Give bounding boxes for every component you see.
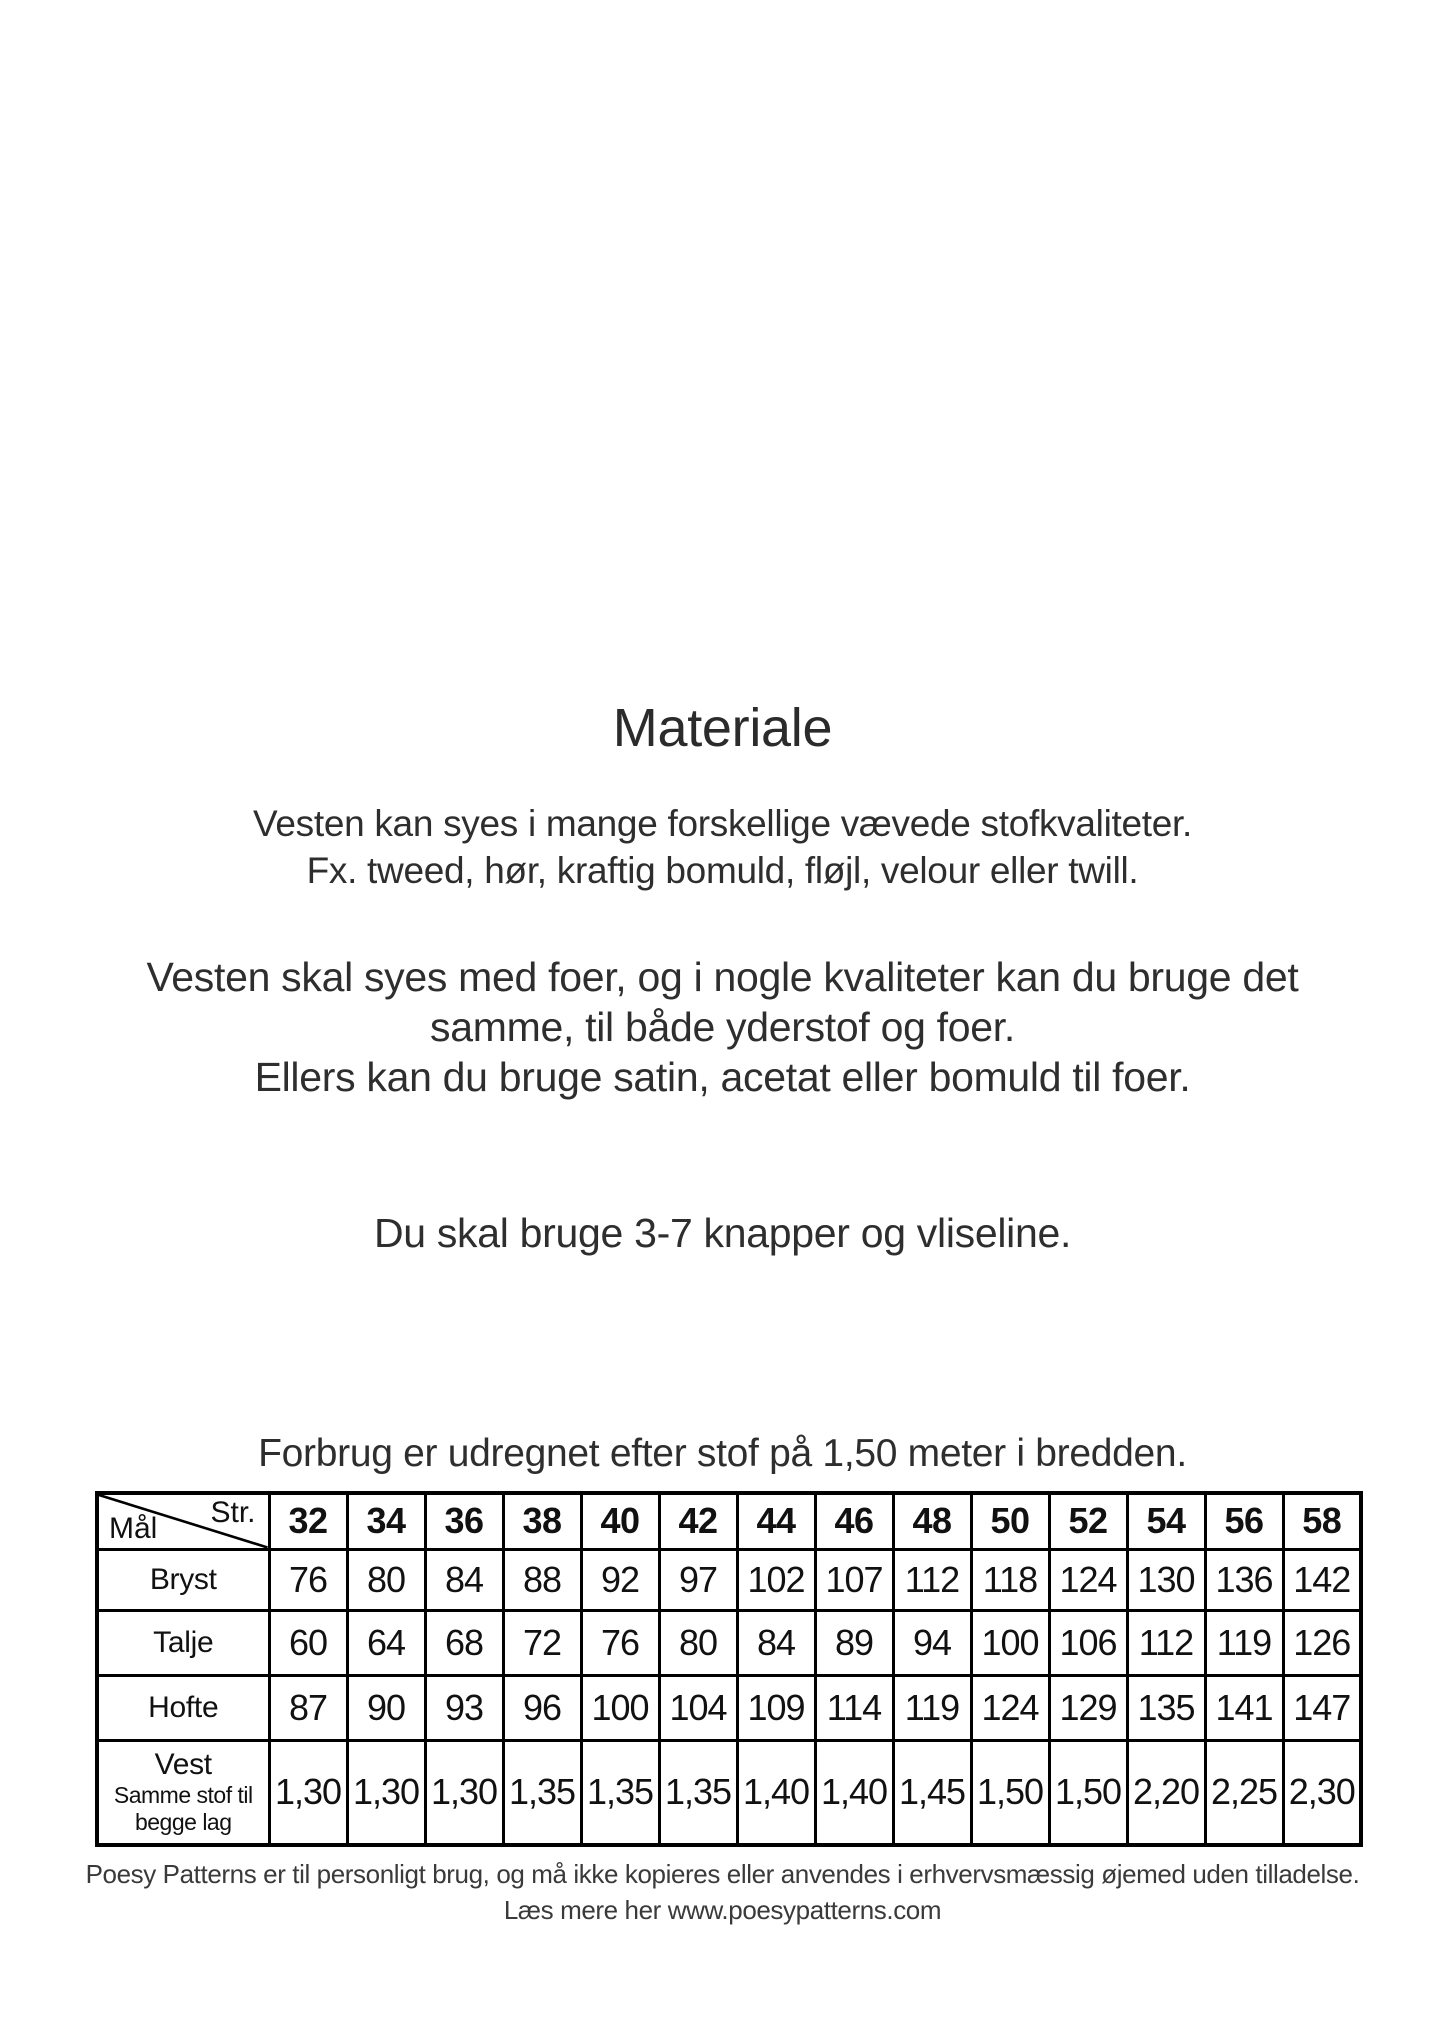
row-label	[97, 1549, 269, 1610]
size-header-cell: 58	[1283, 1493, 1361, 1549]
row-label-sub: begge lag	[134, 1809, 232, 1836]
size-table	[95, 1491, 1363, 1847]
row-label-main: Talje	[153, 1625, 214, 1659]
measurement-row	[97, 1549, 1361, 1610]
measurement-cell: 142	[1283, 1549, 1361, 1610]
measurement-cell: 76	[269, 1549, 347, 1610]
size-header-cell: 44	[737, 1493, 815, 1549]
measurement-cell: 1,50	[1049, 1740, 1127, 1845]
corner-size-label: Str.	[210, 1496, 256, 1529]
intro-paragraph	[0, 800, 1445, 894]
measurement-cell: 1,30	[347, 1740, 425, 1845]
size-header-cell: 40	[581, 1493, 659, 1549]
measurement-row	[97, 1675, 1361, 1740]
measurement-cell: 2,25	[1205, 1740, 1283, 1845]
measurement-cell: 1,30	[425, 1740, 503, 1845]
measurement-cell: 119	[1205, 1610, 1283, 1675]
measurement-cell: 1,35	[503, 1740, 581, 1845]
size-header-cell: 38	[503, 1493, 581, 1549]
measurement-cell: 72	[503, 1610, 581, 1675]
measurement-cell: 64	[347, 1610, 425, 1675]
measurement-cell: 97	[659, 1549, 737, 1610]
measurement-cell: 124	[1049, 1549, 1127, 1610]
measurement-cell: 1,35	[581, 1740, 659, 1845]
measurement-cell: 92	[581, 1549, 659, 1610]
size-header-row	[97, 1493, 1361, 1549]
row-label-main: Hofte	[148, 1690, 219, 1724]
measurement-cell: 118	[971, 1549, 1049, 1610]
measurement-cell: 119	[893, 1675, 971, 1740]
size-header-cell: 52	[1049, 1493, 1127, 1549]
lining-line-1: Vesten skal syes med foer, og i nogle kvaliteter kan du bruge det	[146, 954, 1299, 1000]
size-header-cell: 32	[269, 1493, 347, 1549]
measurement-cell: 104	[659, 1675, 737, 1740]
measurement-cell: 2,30	[1283, 1740, 1361, 1845]
corner-cell	[97, 1493, 269, 1549]
measurement-cell: 87	[269, 1675, 347, 1740]
measurement-cell: 96	[503, 1675, 581, 1740]
measurement-row	[97, 1610, 1361, 1675]
measurement-cell: 130	[1127, 1549, 1205, 1610]
fabric-usage-note: Forbrug er udregnet efter stof på 1,50 meter i bredden.	[258, 1432, 1187, 1475]
page-title: Materiale	[612, 698, 833, 758]
measurement-cell: 1,30	[269, 1740, 347, 1845]
row-label	[97, 1675, 269, 1740]
measurement-cell: 124	[971, 1675, 1049, 1740]
measurement-cell: 1,40	[815, 1740, 893, 1845]
measurement-cell: 1,40	[737, 1740, 815, 1845]
row-label	[97, 1740, 269, 1845]
footer	[0, 1856, 1445, 1928]
size-header-cell: 48	[893, 1493, 971, 1549]
measurement-cell: 94	[893, 1610, 971, 1675]
measurement-cell: 136	[1205, 1549, 1283, 1610]
measurement-cell: 107	[815, 1549, 893, 1610]
measurement-cell: 93	[425, 1675, 503, 1740]
size-header-cell: 56	[1205, 1493, 1283, 1549]
measurement-cell: 112	[893, 1549, 971, 1610]
footer-copyright-line: Poesy Patterns er til personligt brug, og må ikke kopieres eller anvendes i erhvervsmæssig øjemed uden tilladelse.	[85, 1859, 1360, 1889]
notions-paragraph: Du skal bruge 3-7 knapper og vliseline.	[373, 1210, 1072, 1256]
measurement-cell: 129	[1049, 1675, 1127, 1740]
measurement-cell: 100	[971, 1610, 1049, 1675]
measurement-cell: 76	[581, 1610, 659, 1675]
measurement-cell: 114	[815, 1675, 893, 1740]
measurement-cell: 89	[815, 1610, 893, 1675]
size-header-cell: 42	[659, 1493, 737, 1549]
row-label-main: Vest	[154, 1748, 212, 1782]
measurement-cell: 80	[659, 1610, 737, 1675]
lining-line-2: samme, til både yderstof og foer.	[430, 1004, 1015, 1050]
size-header-cell: 34	[347, 1493, 425, 1549]
footer-website-line: Læs mere her www.poesypatterns.com	[503, 1895, 942, 1925]
size-header-cell: 36	[425, 1493, 503, 1549]
measurement-cell: 102	[737, 1549, 815, 1610]
measurement-cell: 84	[737, 1610, 815, 1675]
measurement-cell: 80	[347, 1549, 425, 1610]
measurement-cell: 90	[347, 1675, 425, 1740]
measurement-cell: 100	[581, 1675, 659, 1740]
measurement-cell: 2,20	[1127, 1740, 1205, 1845]
intro-line-2: Fx. tweed, hør, kraftig bomuld, fløjl, velour eller twill.	[306, 850, 1139, 891]
size-header-cell: 54	[1127, 1493, 1205, 1549]
measurement-cell: 60	[269, 1610, 347, 1675]
intro-line-1: Vesten kan syes i mange forskellige vævede stofkvaliteter.	[253, 803, 1192, 844]
row-label-sub: Samme stof til	[113, 1782, 253, 1809]
measurement-row	[97, 1740, 1361, 1845]
measurement-cell: 88	[503, 1549, 581, 1610]
corner-measure-label: Mål	[109, 1511, 158, 1545]
measurement-cell: 68	[425, 1610, 503, 1675]
measurement-cell: 141	[1205, 1675, 1283, 1740]
measurement-cell: 135	[1127, 1675, 1205, 1740]
measurement-cell: 1,35	[659, 1740, 737, 1845]
size-table-body	[97, 1493, 1361, 1845]
measurement-cell: 84	[425, 1549, 503, 1610]
measurement-cell: 109	[737, 1675, 815, 1740]
row-label	[97, 1610, 269, 1675]
measurement-cell: 106	[1049, 1610, 1127, 1675]
lining-line-3: Ellers kan du bruge satin, acetat eller bomuld til foer.	[254, 1054, 1191, 1100]
measurement-cell: 1,45	[893, 1740, 971, 1845]
lining-paragraph	[0, 952, 1445, 1102]
size-header-cell: 50	[971, 1493, 1049, 1549]
row-label-main: Bryst	[149, 1562, 217, 1596]
measurement-cell: 126	[1283, 1610, 1361, 1675]
measurement-cell: 1,50	[971, 1740, 1049, 1845]
measurement-cell: 112	[1127, 1610, 1205, 1675]
measurement-cell: 147	[1283, 1675, 1361, 1740]
size-header-cell: 46	[815, 1493, 893, 1549]
